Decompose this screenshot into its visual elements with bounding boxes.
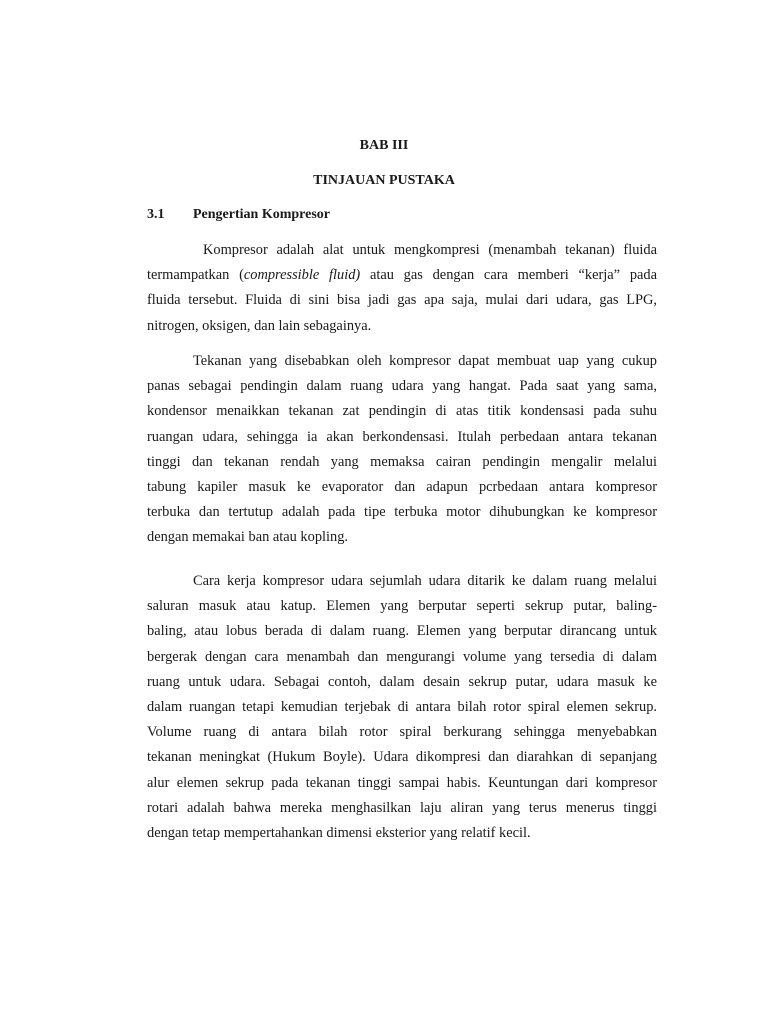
section-title: Pengertian Kompresor: [193, 207, 330, 222]
paragraph-line: rotari adalah bahwa mereka menghasilkan laju aliran yang terus menerus tinggi: [147, 799, 657, 816]
paragraph-line: Cara kerja kompresor udara sejumlah udara ditarik ke dalam ruang melalui: [193, 573, 657, 589]
paragraph-line: panas sebagai pendingin dalam ruang udara yang hangat. Pada saat yang sama,: [147, 378, 657, 395]
paragraph-line: saluran masuk atau katup. Elemen yang berputar seperti sekrup putar, baling-: [147, 598, 657, 615]
paragraph-line: terbuka dan tertutup adalah pada tipe terbuka motor dihubungkan ke kompresor: [147, 504, 657, 521]
paragraph-line: ruangan udara, sehingga ia akan berkondensasi. Itulah perbedaan antara tekanan: [147, 428, 657, 445]
paragraph-line: kondensor menaikkan tekanan zat pendingin di atas titik kondensasi pada suhu: [147, 403, 657, 420]
paragraph-line: dalam ruangan tetapi kemudian terjebak di antara bilah rotor spiral elemen sekrup.: [147, 699, 657, 716]
paragraph-line: tekanan meningkat (Hukum Boyle). Udara dikompresi dan diarahkan di sepanjang: [147, 749, 657, 766]
paragraph-line: fluida tersebut. Fluida di sini bisa jadi gas apa saja, mulai dari udara, gas LPG,: [147, 292, 657, 309]
paragraph-line: baling, atau lobus berada di dalam ruang. Elemen yang berputar dirancang untuk: [147, 623, 657, 640]
paragraph-line: [147, 263, 657, 288]
section-number: 3.1: [147, 207, 165, 222]
paragraph-1: [147, 238, 657, 339]
paragraph-line: Tekanan yang disebabkan oleh kompresor dapat membuat uap yang cukup: [193, 353, 657, 369]
paragraph-line: bergerak dengan cara menambah dan mengurangi volume yang tersedia di dalam: [147, 648, 657, 665]
paragraph-text: termampatkan (: [147, 267, 244, 284]
paragraph-3: [147, 569, 657, 846]
paragraph-2: [147, 349, 657, 551]
section-heading: [147, 207, 330, 223]
paragraph-line: ruang untuk udara. Sebagai contoh, dalam desain sekrup putar, udara masuk ke: [147, 673, 657, 690]
paragraph-line: tabung kapiler masuk ke evaporator dan adapun pcrbedaan antara kompresor: [147, 479, 657, 496]
paragraph-line: dengan tetap mempertahankan dimensi eksterior yang relatif kecil.: [147, 825, 531, 842]
paragraph-line: tinggi dan tekanan rendah yang memaksa cairan pendingin mengalir melalui: [147, 453, 657, 470]
paragraph-line: nitrogen, oksigen, dan lain sebagainya.: [147, 317, 372, 334]
paragraph-line: Volume ruang di antara bilah rotor spiral berkurang sehingga menyebabkan: [147, 724, 657, 741]
italic-term: compressible fluid): [243, 267, 361, 284]
paragraph-text: atau gas dengan cara memberi “kerja” pada: [360, 267, 657, 284]
chapter-title: TINJAUAN PUSTAKA: [313, 173, 455, 188]
paragraph-line: Kompresor adalah alat untuk mengkompresi (menambah tekanan) fluida: [203, 242, 657, 258]
paragraph-line: alur elemen sekrup pada tekanan tinggi sampai habis. Keuntungan dari kompresor: [147, 774, 657, 791]
paragraph-line: dengan memakai ban atau kopling.: [147, 529, 349, 546]
chapter-label: BAB III: [359, 138, 409, 153]
